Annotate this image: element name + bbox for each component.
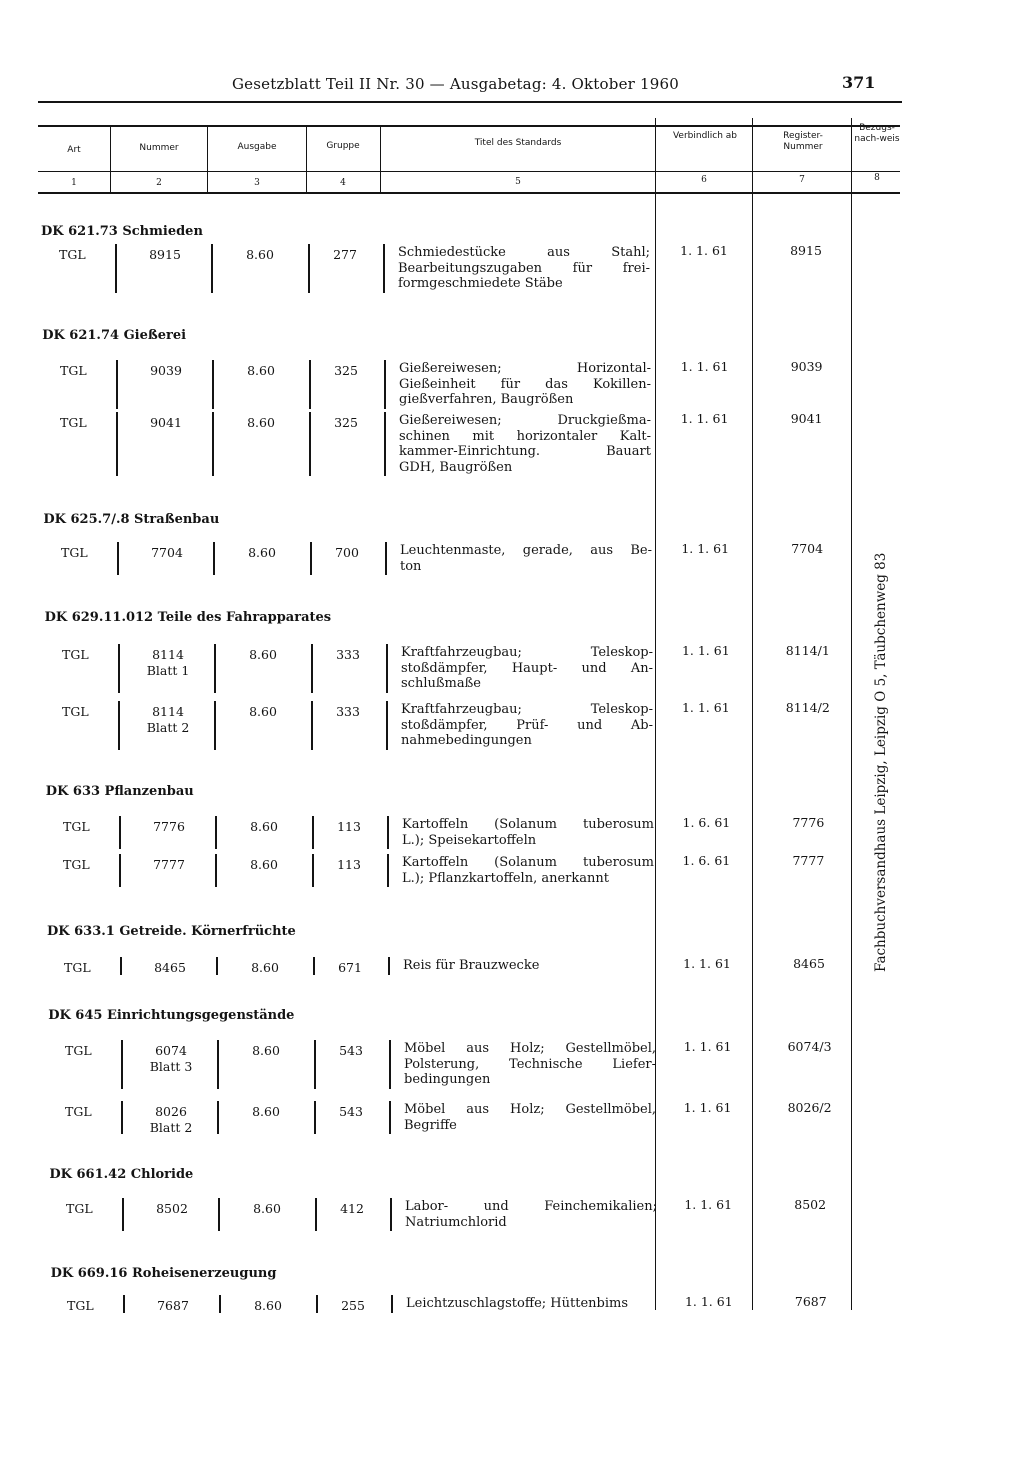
cell-ausgabe: 8.60 [254,1298,282,1313]
title-line: Kartoffeln (Solanum tuberosum [402,855,654,870]
cell-ausgabe: 8.60 [252,1043,280,1058]
row-divider [389,1101,391,1134]
row-divider [384,412,386,476]
cell-register: 8114/2 [785,700,830,715]
col-number: 4 [340,178,346,188]
cell-ausgabe: 8.60 [252,1104,280,1119]
col-divider [752,118,753,1310]
row-divider [121,1040,123,1089]
col-header-register: Register-Nummer [783,131,823,152]
row-divider [308,244,310,293]
cell-ausgabe: 8.60 [250,819,278,834]
cell-gruppe: 543 [339,1043,363,1058]
cell-blatt: Blatt 1 [146,662,190,678]
cell-register: 9039 [790,359,823,374]
section-heading: DK 633.1 Getreide. Körnerfrüchte [47,924,296,939]
cell-ausgabe: 8.60 [248,545,276,560]
cell-nummer: 7776 [153,819,185,834]
section-heading: DK 625.7/.8 Straßenbau [43,512,220,527]
cell-title [404,1102,656,1133]
cell-verbindlich: 1. 1. 61 [683,956,731,971]
cell-register: 9041 [790,411,823,426]
cell-art: TGL [64,960,91,975]
cell-title [402,817,654,848]
col-number: 1 [71,178,77,188]
cell-verbindlich: 1. 1. 61 [681,700,730,715]
title-line: Gießeinheit für das Kokillen- [399,376,651,392]
cell-blatt: Blatt 3 [149,1058,193,1074]
cell-nummer: 8114 [152,704,184,719]
row-divider [311,701,313,750]
col-divider [306,127,307,193]
col-number: 7 [799,175,805,185]
row-divider [217,1040,219,1089]
row-divider [117,542,119,575]
title-line: gießverfahren, Baugrößen [399,392,574,407]
title-line: Möbel aus Holz; Gestellmöbel, [404,1041,656,1056]
cell-ausgabe: 8.60 [249,704,277,719]
col-divider [110,127,111,193]
row-divider [120,957,122,975]
cell-nummer: 7687 [157,1298,189,1313]
row-divider [211,244,213,293]
row-divider [310,542,312,575]
table-header-rule [38,171,900,172]
publisher-imprint: Fachbuchversandhaus Leipzig, Leipzig O 5, Täubchenweg 83 [873,552,889,972]
cell-art: TGL [60,363,87,378]
table-top-rule [38,125,900,127]
row-divider [121,1101,123,1134]
title-line: Kraftfahrzeugbau; Teleskop- [401,645,653,660]
cell-gruppe: 113 [337,857,361,872]
cell-ausgabe: 8.60 [253,1201,281,1216]
cell-nummer: 9041 [150,415,182,430]
section-heading: DK 669.16 Roheisenerzeugung [50,1266,277,1281]
row-divider [123,1295,125,1313]
col-divider [380,127,381,193]
col-header-nummer: Nummer [139,143,179,153]
row-divider [118,644,120,693]
cell-gruppe: 325 [334,363,358,378]
cell-register: 7687 [794,1294,827,1309]
cell-title [399,413,651,475]
cell-ausgabe: 8.60 [247,363,275,378]
row-divider [115,244,117,293]
cell-verbindlich: 1. 1. 61 [683,1039,732,1054]
title-line: Leichtzuschlagstoffe; Hüttenbims [406,1296,629,1311]
title-line: stoßdämpfer, Prüf- und Ab- [401,717,653,733]
cell-nummer: 8114 [152,647,184,662]
row-divider [309,412,311,476]
cell-ausgabe: 8.60 [251,960,279,975]
cell-title [404,1041,656,1088]
cell-art: TGL [62,647,89,662]
row-divider [385,542,387,575]
title-line: L.); Pflanzkartoffeln, anerkannt [402,870,609,886]
cell-gruppe: 700 [335,545,359,560]
cell-nummer: 9039 [150,363,182,378]
page-header-title: Gesetzblatt Teil II Nr. 30 — Ausgabetag: 4. Oktober 1960 [232,75,679,93]
cell-register: 8026/2 [787,1100,832,1115]
row-divider [312,854,314,887]
title-line: Begriffe [404,1117,457,1133]
title-line: Polsterung, Technische Liefer- [404,1056,656,1072]
section-heading: DK 629.11.012 Teile des Fahrapparates [44,610,332,625]
title-line: bedingungen [404,1072,491,1087]
col-header-bezugsnachweis: Bezugs-nach-weis [854,123,900,144]
cell-title [405,1199,657,1230]
cell-verbindlich: 1. 1. 61 [680,359,729,374]
cell-title [400,543,652,574]
title-line: formgeschmiedete Stäbe [398,276,563,291]
cell-verbindlich: 1. 1. 61 [680,243,728,258]
section-heading: DK 621.73 Schmieden [41,224,203,239]
row-divider [391,1295,393,1313]
cell-register: 7704 [791,541,824,556]
title-line: Reis für Brauzwecke [403,958,540,973]
row-divider [314,1101,316,1134]
cell-title [403,958,655,974]
cell-gruppe: 113 [337,819,361,834]
cell-register: 7776 [792,815,825,830]
col-header-titel: Titel des Standards [474,138,562,148]
cell-title [399,361,651,408]
cell-verbindlich: 1. 1. 61 [684,1197,733,1212]
row-divider [309,360,311,409]
cell-register: 7777 [792,853,825,868]
cell-register: 8502 [794,1197,827,1212]
col-divider [851,118,852,1310]
row-divider [118,701,120,750]
cell-nummer: 8502 [156,1201,188,1216]
cell-ausgabe: 8.60 [247,415,275,430]
header-rule [38,101,902,103]
col-number: 8 [874,173,880,183]
cell-nummer: 6074 [155,1043,187,1058]
title-line: Gießereiwesen; Druckgießma- [399,413,651,428]
cell-verbindlich: 1. 6. 61 [682,815,731,830]
title-line: stoßdämpfer, Haupt- und An- [401,660,653,676]
cell-verbindlich: 1. 6. 61 [682,853,731,868]
cell-art: TGL [61,545,88,560]
row-divider [315,1198,317,1231]
cell-blatt: Blatt 2 [149,1119,193,1135]
row-divider [386,701,388,750]
section-heading: DK 633 Pflanzenbau [45,784,194,799]
cell-nummer: 7777 [153,857,185,872]
cell-register: 8114/1 [785,643,830,658]
cell-register: 6074/3 [787,1039,832,1054]
col-number: 3 [254,178,260,188]
cell-art: TGL [65,1104,92,1119]
cell-nummer: 7704 [151,545,183,560]
cell-nummer: 8465 [154,960,186,975]
cell-title [401,702,653,749]
table-number-rule [38,192,900,194]
cell-verbindlich: 1. 1. 61 [683,1100,732,1115]
cell-title [406,1296,658,1312]
cell-gruppe: 412 [340,1201,364,1216]
title-line: Schmiedestücke aus Stahl; [398,245,650,260]
title-line: Kartoffeln (Solanum tuberosum [402,817,654,832]
cell-gruppe: 277 [333,247,357,262]
section-heading: DK 645 Einrichtungsgegenstände [48,1008,295,1023]
cell-verbindlich: 1. 1. 61 [680,411,729,426]
cell-gruppe: 543 [339,1104,363,1119]
row-divider [215,816,217,849]
title-line: Gießereiwesen; Horizontal- [399,361,651,376]
cell-gruppe: 333 [336,647,360,662]
row-divider [215,854,217,887]
col-header-ausgabe: Ausgabe [237,142,277,152]
row-divider [217,1101,219,1134]
title-line: Kraftfahrzeugbau; Teleskop- [401,702,653,717]
col-header-verbindlich: Verbindlich ab [672,131,738,141]
cell-gruppe: 325 [334,415,358,430]
row-divider [116,360,118,409]
cell-register: 8915 [790,243,822,258]
cell-blatt: Blatt 2 [146,719,190,735]
cell-art: TGL [63,819,90,834]
title-line: ton [400,558,422,574]
row-divider [116,412,118,476]
cell-title [398,245,650,292]
row-divider [119,854,121,887]
cell-art: TGL [59,247,86,262]
title-line: nahmebedingungen [401,733,532,748]
cell-register: 8465 [793,956,825,971]
cell-art: TGL [60,415,87,430]
col-header-gruppe: Gruppe [326,141,360,151]
row-divider [314,1040,316,1089]
cell-verbindlich: 1. 1. 61 [681,541,730,556]
title-line: Natriumchlorid [405,1214,507,1230]
cell-art: TGL [63,857,90,872]
cell-gruppe: 255 [341,1298,365,1313]
title-line: L.); Speisekartoffeln [402,832,537,848]
row-divider [383,244,385,293]
col-number: 5 [515,177,521,187]
cell-art: TGL [62,704,89,719]
row-divider [218,1198,220,1231]
row-divider [313,957,315,975]
cell-gruppe: 671 [338,960,362,975]
title-line: schinen mit horizontaler Kalt- [399,428,651,444]
cell-art: TGL [67,1298,94,1313]
title-line: kammer-Einrichtung. Bauart [399,444,651,459]
cell-title [401,645,653,692]
row-divider [119,816,121,849]
cell-gruppe: 333 [336,704,360,719]
cell-nummer: 8026 [155,1104,187,1119]
row-divider [316,1295,318,1313]
cell-verbindlich: 1. 1. 61 [684,1294,733,1309]
row-divider [216,957,218,975]
row-divider [384,360,386,409]
title-line: Labor- und Feinchemikalien; [405,1199,657,1214]
row-divider [311,644,313,693]
title-line: Möbel aus Holz; Gestellmöbel, [404,1102,656,1117]
cell-ausgabe: 8.60 [246,247,274,262]
row-divider [212,360,214,409]
cell-nummer: 8915 [149,247,181,262]
title-line: Leuchtenmaste, gerade, aus Be- [400,543,652,558]
row-divider [386,644,388,693]
row-divider [312,816,314,849]
cell-ausgabe: 8.60 [250,857,278,872]
row-divider [214,644,216,693]
cell-art: TGL [65,1043,92,1058]
row-divider [387,816,389,849]
cell-ausgabe: 8.60 [249,647,277,662]
row-divider [219,1295,221,1313]
col-header-art: Art [67,145,81,155]
page-number: 371 [842,73,876,92]
row-divider [388,957,390,975]
cell-verbindlich: 1. 1. 61 [681,643,730,658]
row-divider [212,412,214,476]
col-divider [207,127,208,193]
row-divider [214,701,216,750]
title-line: schlußmaße [401,676,481,691]
row-divider [387,854,389,887]
cell-title [402,855,654,886]
section-heading: DK 661.42 Chloride [49,1167,194,1182]
cell-art: TGL [66,1201,93,1216]
section-heading: DK 621.74 Gießerei [42,328,187,343]
col-number: 6 [701,175,707,185]
row-divider [390,1198,392,1231]
col-number: 2 [156,178,162,188]
title-line: GDH, Baugrößen [399,459,513,475]
row-divider [213,542,215,575]
row-divider [389,1040,391,1089]
row-divider [122,1198,124,1231]
title-line: Bearbeitungszugaben für frei- [398,260,650,276]
